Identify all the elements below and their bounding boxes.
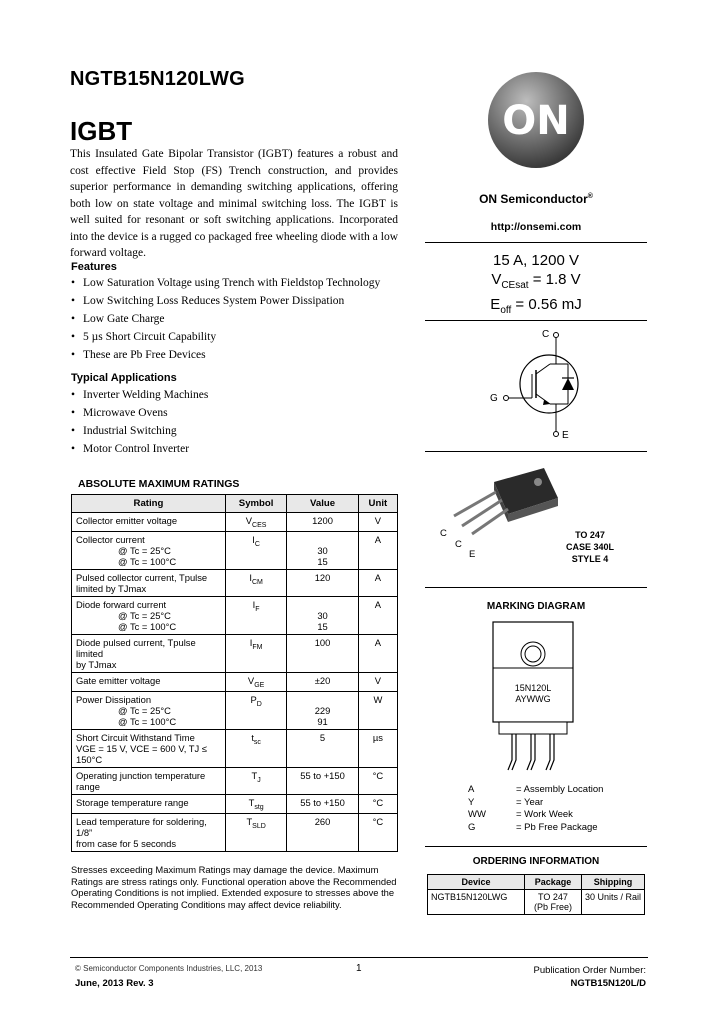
symbol-cell: $V_{GE}$ [225, 672, 286, 691]
legend-item: WW = Work Week [468, 809, 573, 820]
ratings-note: Stresses exceeding Maximum Ratings may damage the device. Maximum Ratings are stress ratings only. Functional operation above the Recommended Operating Conditions is not implied. Extended exposure to stresses above the Recommended Operating Conditions may affect device reliability. [71, 864, 397, 910]
logo-text: ON [502, 98, 570, 144]
value-cell: 30 15 [287, 596, 358, 634]
value-cell: 30 15 [287, 531, 358, 569]
spec-vcesat: $V_{CEsat} = 1.8$ V [491, 271, 581, 291]
footer-page-number: 1 [356, 963, 362, 974]
brand-name: ON Semiconductor® [479, 192, 593, 206]
to247-package-icon [432, 462, 572, 562]
table-row [72, 569, 398, 596]
unit-cell: W [358, 691, 397, 729]
col-header-value: Value [287, 495, 358, 513]
spec-eoff: $E_{off} = 0.56$ mJ [490, 296, 582, 316]
marking-legend [468, 784, 638, 834]
symbol-cell: $T_J$ [225, 767, 286, 794]
rating-cell: Collector current @ Tc = 25°C @ Tc = 100°C [72, 531, 226, 569]
intro-paragraph: This Insulated Gate Bipolar Transistor (IGBT) features a robust and cost effective Field Stop (FS) Trench construction, and provides superior performance in demanding switching applications, offering both low on state voltage and minimal switching loss. The IGBT is well suited for resonant or soft switching applications. Incorporated into the device is a rugged co packaged free wheeling diode with a low forward voltage. [70, 148, 398, 259]
ratings-table [71, 494, 398, 852]
application-item: • Industrial Switching [71, 422, 401, 440]
value-cell: 120 [287, 569, 358, 596]
part-number-title: NGTB15N120LWG [70, 68, 245, 90]
table-row [72, 794, 398, 813]
applications-heading: Typical Applications [71, 372, 177, 384]
ordering-package: TO 247 (Pb Free) [524, 890, 581, 915]
value-cell: 55 to +150 [287, 767, 358, 794]
feature-item: • 5 µs Short Circuit Capability [71, 328, 401, 346]
ratings-heading: ABSOLUTE MAXIMUM RATINGS [78, 478, 240, 490]
feature-item: • These are Pb Free Devices [71, 346, 401, 364]
value-cell: 100 [287, 634, 358, 672]
rating-cell: Storage temperature range [72, 794, 226, 813]
rating-cell: Short Circuit Withstand Time VGE = 15 V, VCE = 600 V, TJ ≤ 150°C [72, 729, 226, 767]
pin-label-1: C [440, 528, 447, 539]
table-row [72, 596, 398, 634]
unit-cell: V [358, 513, 397, 532]
ordering-table [427, 874, 645, 915]
spec-block [425, 251, 647, 320]
applications-list [71, 386, 401, 458]
unit-cell: µs [358, 729, 397, 767]
marking-text: 15N120L AYWWG [514, 683, 552, 704]
unit-cell: °C [358, 813, 397, 851]
divider [425, 846, 647, 847]
symbol-cell: $I_{FM}$ [225, 634, 286, 672]
table-row [72, 513, 398, 532]
rating-cell: Operating junction temperature range [72, 767, 226, 794]
application-item: • Inverter Welding Machines [71, 386, 401, 404]
ordering-shipping: 30 Units / Rail [581, 890, 644, 915]
symbol-cell: $I_C$ [225, 531, 286, 569]
footer-divider [70, 957, 648, 958]
on-semi-logo-icon [486, 70, 586, 170]
marking-heading: MARKING DIAGRAM [486, 601, 586, 612]
symbol-cell: $T_{SLD}$ [225, 813, 286, 851]
value-cell: 1200 [287, 513, 358, 532]
unit-cell: A [358, 569, 397, 596]
rating-cell: Diode pulsed current, Tpulse limited by TJmax [72, 634, 226, 672]
igbt-schematic-icon [470, 322, 600, 444]
divider [425, 242, 647, 243]
ordering-heading: ORDERING INFORMATION [472, 856, 600, 867]
footer-date-rev: June, 2013 Rev. 3 [75, 978, 154, 989]
symbol-cell: $I_{CM}$ [225, 569, 286, 596]
rating-cell: Lead temperature for soldering, 1/8” from case for 5 seconds [72, 813, 226, 851]
footer-copyright: © Semiconductor Components Industries, LLC, 2013 [75, 964, 263, 973]
application-item: • Motor Control Inverter [71, 440, 401, 458]
value-cell: ±20 [287, 672, 358, 691]
value-cell: 55 to +150 [287, 794, 358, 813]
value-cell: 5 [287, 729, 358, 767]
value-cell: 260 [287, 813, 358, 851]
unit-cell: A [358, 596, 397, 634]
table-row [72, 813, 398, 851]
legend-item: Y = Year [468, 796, 544, 808]
footer-publication: Publication Order Number: NGTB15N120L/D [533, 965, 646, 989]
divider [425, 587, 647, 588]
application-item: • Microwave Ovens [71, 404, 401, 422]
table-row [72, 531, 398, 569]
unit-cell: A [358, 531, 397, 569]
ordering-col-package: Package [524, 875, 581, 890]
legend-item: A = Assembly Location [468, 784, 604, 795]
pin-label-3: E [469, 549, 476, 560]
pin-label-2: C [455, 539, 462, 550]
ordering-device: NGTB15N120LWG [428, 890, 525, 915]
symbol-cell: $V_{CES}$ [225, 513, 286, 532]
symbol-cell: $P_D$ [225, 691, 286, 729]
unit-cell: A [358, 634, 397, 672]
divider [425, 320, 647, 321]
ordering-col-device: Device [428, 875, 525, 890]
rating-cell: Collector emitter voltage [72, 513, 226, 532]
feature-item: • Low Saturation Voltage using Trench with Fieldstop Technology [71, 274, 401, 292]
rating-cell: Pulsed collector current, Tpulse limited by TJmax [72, 569, 226, 596]
col-header-symbol: Symbol [225, 495, 286, 513]
table-row [72, 691, 398, 729]
ordering-col-shipping: Shipping [581, 875, 644, 890]
symbol-cell: $I_F$ [225, 596, 286, 634]
brand-url[interactable]: http://onsemi.com [490, 221, 582, 233]
symbol-cell: $t_{sc}$ [225, 729, 286, 767]
schematic-label-e: E [562, 430, 569, 441]
schematic-label-c: C [542, 329, 550, 340]
schematic-label-g: G [490, 393, 498, 404]
symbol-cell: $T_{stg}$ [225, 794, 286, 813]
unit-cell: V [358, 672, 397, 691]
rating-cell: Gate emitter voltage [72, 672, 226, 691]
unit-cell: °C [358, 794, 397, 813]
unit-cell: °C [358, 767, 397, 794]
feature-item: • Low Switching Loss Reduces System Power Dissipation [71, 292, 401, 310]
features-heading: Features [71, 261, 117, 273]
rating-cell: Diode forward current @ Tc = 25°C @ Tc = 100°C [72, 596, 226, 634]
col-header-rating: Rating [72, 495, 226, 513]
table-row [72, 767, 398, 794]
table-row [72, 729, 398, 767]
col-header-unit: Unit [358, 495, 397, 513]
table-row [428, 890, 645, 915]
legend-item: G = Pb Free Package [468, 821, 598, 833]
spec-rating: 15 A, 1200 V [493, 252, 579, 269]
divider [425, 451, 647, 452]
value-cell: 229 91 [287, 691, 358, 729]
features-list [71, 274, 401, 364]
package-info: TO 247 CASE 340L STYLE 4 [565, 530, 615, 564]
table-row [72, 672, 398, 691]
device-type-heading: IGBT [70, 116, 133, 146]
table-row [72, 634, 398, 672]
feature-item: • Low Gate Charge [71, 310, 401, 328]
rating-cell: Power Dissipation @ Tc = 25°C @ Tc = 100°C [72, 691, 226, 729]
